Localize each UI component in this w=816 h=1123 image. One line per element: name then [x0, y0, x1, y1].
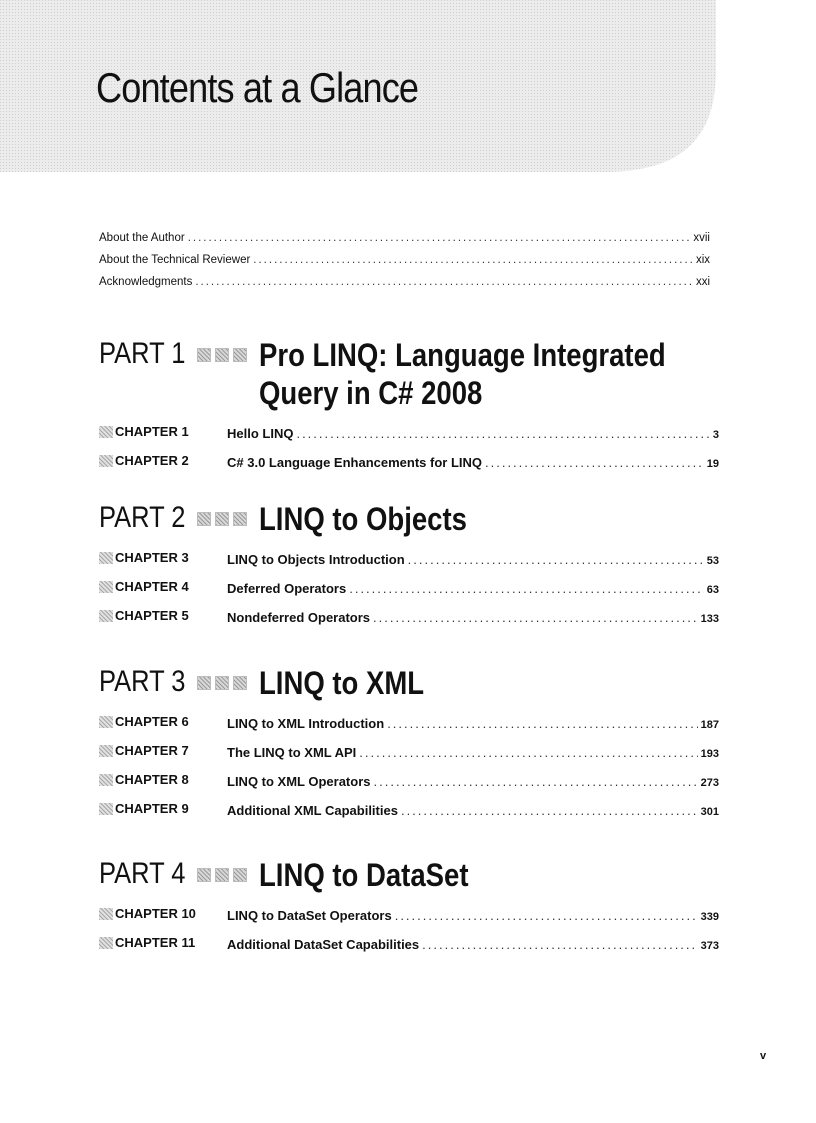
- chapter-title: Additional XML Capabilities: [227, 802, 398, 818]
- part-heading: [99, 336, 719, 412]
- part-heading: [99, 856, 719, 894]
- dot-leader: [188, 232, 691, 244]
- chapter-title: C# 3.0 Language Enhancements for LINQ: [227, 454, 482, 470]
- part-3-section: [99, 664, 719, 830]
- chapter-marker-icon: [99, 908, 113, 920]
- chapter-list: [99, 424, 719, 482]
- chapter-page: 19: [706, 457, 719, 470]
- front-matter-item[interactable]: [99, 254, 710, 276]
- chapter-page: 339: [700, 910, 719, 923]
- front-matter-title: About the Technical Reviewer: [99, 254, 251, 266]
- chapter-page: 187: [700, 718, 719, 731]
- chapter-entry[interactable]: [99, 906, 719, 935]
- chapter-label: CHAPTER 1: [99, 424, 227, 439]
- part-title: [259, 336, 666, 412]
- chapter-label: CHAPTER 7: [99, 743, 227, 758]
- part-2-section: [99, 500, 719, 637]
- chapter-label: CHAPTER 11: [99, 935, 227, 950]
- chapter-label: CHAPTER 3: [99, 550, 227, 565]
- chapter-entry[interactable]: [99, 579, 719, 608]
- chapter-marker-icon: [99, 552, 113, 564]
- dot-leader: [485, 455, 704, 470]
- front-matter-page: xvii: [693, 232, 710, 244]
- part-label: PART 3: [99, 665, 186, 698]
- front-matter-page: xix: [695, 254, 710, 266]
- front-matter-item[interactable]: [99, 232, 710, 254]
- chapter-marker-icon: [99, 426, 113, 438]
- chapter-label: CHAPTER 2: [99, 453, 227, 468]
- chapter-title: Deferred Operators: [227, 580, 347, 596]
- part-title: [259, 664, 646, 702]
- chapter-marker-icon: [99, 455, 113, 467]
- dot-leader: [395, 908, 698, 923]
- chapter-list: [99, 550, 719, 637]
- dot-leader: [253, 254, 693, 266]
- part-heading: [99, 664, 719, 702]
- chapter-page: 373: [700, 939, 719, 952]
- part-title: [259, 856, 646, 894]
- part-marks-icon: [197, 676, 259, 690]
- part-marks-icon: [197, 868, 259, 882]
- chapter-title: LINQ to XML Introduction: [227, 715, 385, 731]
- chapter-title: LINQ to XML Operators: [227, 773, 371, 789]
- chapter-title: LINQ to Objects Introduction: [227, 551, 405, 567]
- chapter-page: 3: [712, 428, 719, 441]
- chapter-label: CHAPTER 8: [99, 772, 227, 787]
- chapter-label: CHAPTER 9: [99, 801, 227, 816]
- dot-leader: [359, 745, 697, 760]
- chapter-entry[interactable]: [99, 772, 719, 801]
- chapter-marker-icon: [99, 803, 113, 815]
- front-matter-item[interactable]: [99, 276, 710, 298]
- front-matter-list: [99, 232, 710, 298]
- chapter-entry[interactable]: [99, 453, 719, 482]
- chapter-marker-icon: [99, 581, 113, 593]
- dot-leader: [374, 774, 698, 789]
- chapter-label: CHAPTER 6: [99, 714, 227, 729]
- part-label: PART 2: [99, 501, 186, 534]
- dot-leader: [349, 581, 704, 596]
- chapter-list: [99, 906, 719, 964]
- part-1-section: [99, 336, 719, 482]
- chapter-title: LINQ to DataSet Operators: [227, 907, 392, 923]
- chapter-marker-icon: [99, 610, 113, 622]
- chapter-entry[interactable]: [99, 550, 719, 579]
- chapter-entry[interactable]: [99, 424, 719, 453]
- dot-leader: [422, 937, 697, 952]
- part-title: [259, 500, 646, 538]
- part-label: PART 4: [99, 857, 186, 890]
- front-matter-page: xxi: [695, 276, 710, 288]
- chapter-entry[interactable]: [99, 801, 719, 830]
- chapter-label: CHAPTER 10: [99, 906, 227, 921]
- part-title-line: Pro LINQ: Language Integrated: [259, 337, 666, 373]
- dot-leader: [401, 803, 698, 818]
- front-matter-title: About the Author: [99, 232, 185, 244]
- page-number: v: [760, 1050, 767, 1062]
- part-label: PART 1: [99, 337, 186, 370]
- chapter-page: 53: [706, 554, 719, 567]
- chapter-marker-icon: [99, 716, 113, 728]
- part-heading: [99, 500, 719, 538]
- chapter-title: Additional DataSet Capabilities: [227, 936, 420, 952]
- page-title: Contents at a Glance: [96, 64, 419, 111]
- dot-leader: [373, 610, 698, 625]
- chapter-entry[interactable]: [99, 714, 719, 743]
- chapter-title: The LINQ to XML API: [227, 744, 357, 760]
- chapter-page: 273: [700, 776, 719, 789]
- chapter-entry[interactable]: [99, 743, 719, 772]
- part-marks-icon: [197, 348, 259, 362]
- chapter-label: CHAPTER 5: [99, 608, 227, 623]
- chapter-marker-icon: [99, 745, 113, 757]
- chapter-page: 301: [700, 805, 719, 818]
- part-title-line: LINQ to DataSet: [259, 857, 469, 893]
- dot-leader: [195, 276, 693, 288]
- chapter-list: [99, 714, 719, 830]
- chapter-marker-icon: [99, 774, 113, 786]
- chapter-entry[interactable]: [99, 935, 719, 964]
- dot-leader: [408, 552, 704, 567]
- chapter-title: Nondeferred Operators: [227, 609, 371, 625]
- chapter-label: CHAPTER 4: [99, 579, 227, 594]
- chapter-entry[interactable]: [99, 608, 719, 637]
- front-matter-title: Acknowledgments: [99, 276, 193, 288]
- part-title-line: LINQ to Objects: [259, 501, 467, 537]
- chapter-page: 193: [700, 747, 719, 760]
- part-title-line: LINQ to XML: [259, 665, 425, 701]
- part-title-line: Query in C# 2008: [259, 375, 483, 411]
- chapter-marker-icon: [99, 937, 113, 949]
- chapter-title: Hello LINQ: [227, 425, 294, 441]
- chapter-page: 63: [706, 583, 719, 596]
- chapter-page: 133: [700, 612, 719, 625]
- dot-leader: [296, 426, 709, 441]
- part-4-section: [99, 856, 719, 964]
- dot-leader: [387, 716, 697, 731]
- part-marks-icon: [197, 512, 259, 526]
